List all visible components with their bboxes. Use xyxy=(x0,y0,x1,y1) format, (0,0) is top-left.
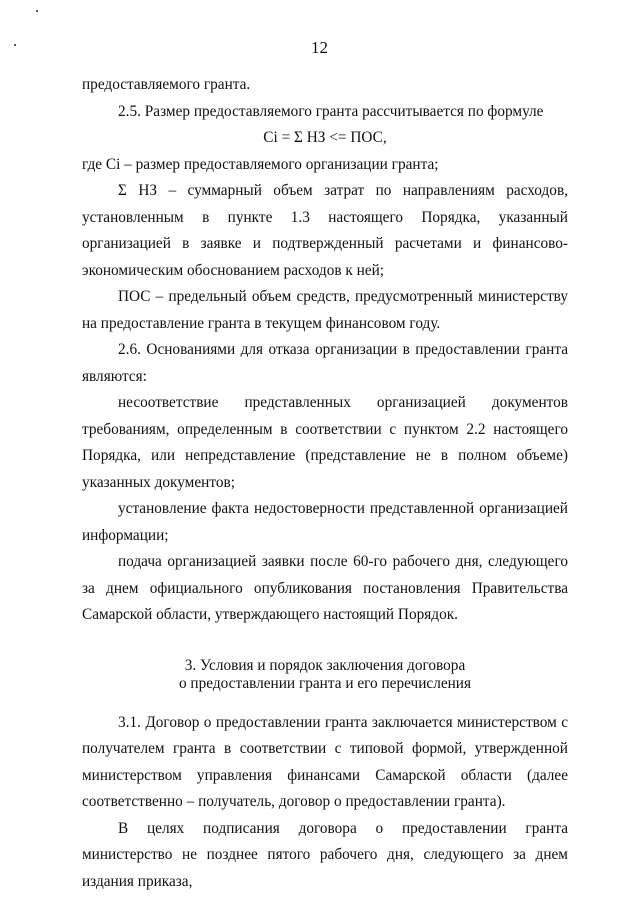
paragraph: где Ci – размер предоставляемого организации гранта; xyxy=(82,155,439,173)
paragraph: подача организацией заявки после 60-го рабочего дня, следующего за днем официального опубликования постановления Правительства Самарской области, утверждающего настоящий Порядок. xyxy=(82,553,568,623)
paragraph: Σ НЗ – суммарный объем затрат по направлениям расходов, установленным в пункте 1.3 настоящего Порядка, указанный организацией в заявке и подтвержденный расчетами и финансово-экономическим обоснованием расходов к ней; xyxy=(82,182,568,279)
document-body xyxy=(82,72,568,895)
page-number: 12 xyxy=(311,38,328,57)
scan-mark-top-left xyxy=(36,10,38,12)
paragraph: 2.6. Основаниями для отказа организации в предоставлении гранта являются: xyxy=(82,341,568,385)
section-heading-line: о предоставлении гранта и его перечисления xyxy=(178,674,472,692)
paragraph: ПОС – предельный объем средств, предусмотренный министерству на предоставление гранта в текущем финансовом году. xyxy=(82,288,568,332)
paragraph: установление факта недостоверности представленной организацией информации; xyxy=(82,500,568,544)
section-heading xyxy=(82,657,568,693)
paragraph: В целях подписания договора о предоставлении гранта министерство не позднее пятого рабочего дня, следующего за днем издания приказа, xyxy=(82,819,568,890)
grant-formula: Ci = Σ НЗ <= ПОС, xyxy=(263,129,387,146)
paragraph: предоставляемого гранта. xyxy=(82,76,251,93)
paragraph: 3.1. Договор о предоставлении гранта заключается министерством с получателем гранта в соответствии с типовой формой, утвержденной министерством управления финансами Самарской области (далее соответственно – получатель, договор о предоставлении гранта). xyxy=(82,713,568,810)
paragraph: 2.5. Размер предоставляемого гранта рассчитывается по формуле xyxy=(118,102,544,120)
paragraph: несоответствие представленных организацией документов требованиям, определенным в соответствии с пунктом 2.2 настоящего Порядка, или непредставление (представление не в полном объеме) указанных документов; xyxy=(82,394,568,491)
section-heading-line: 3. Условия и порядок заключения договора xyxy=(184,656,466,674)
